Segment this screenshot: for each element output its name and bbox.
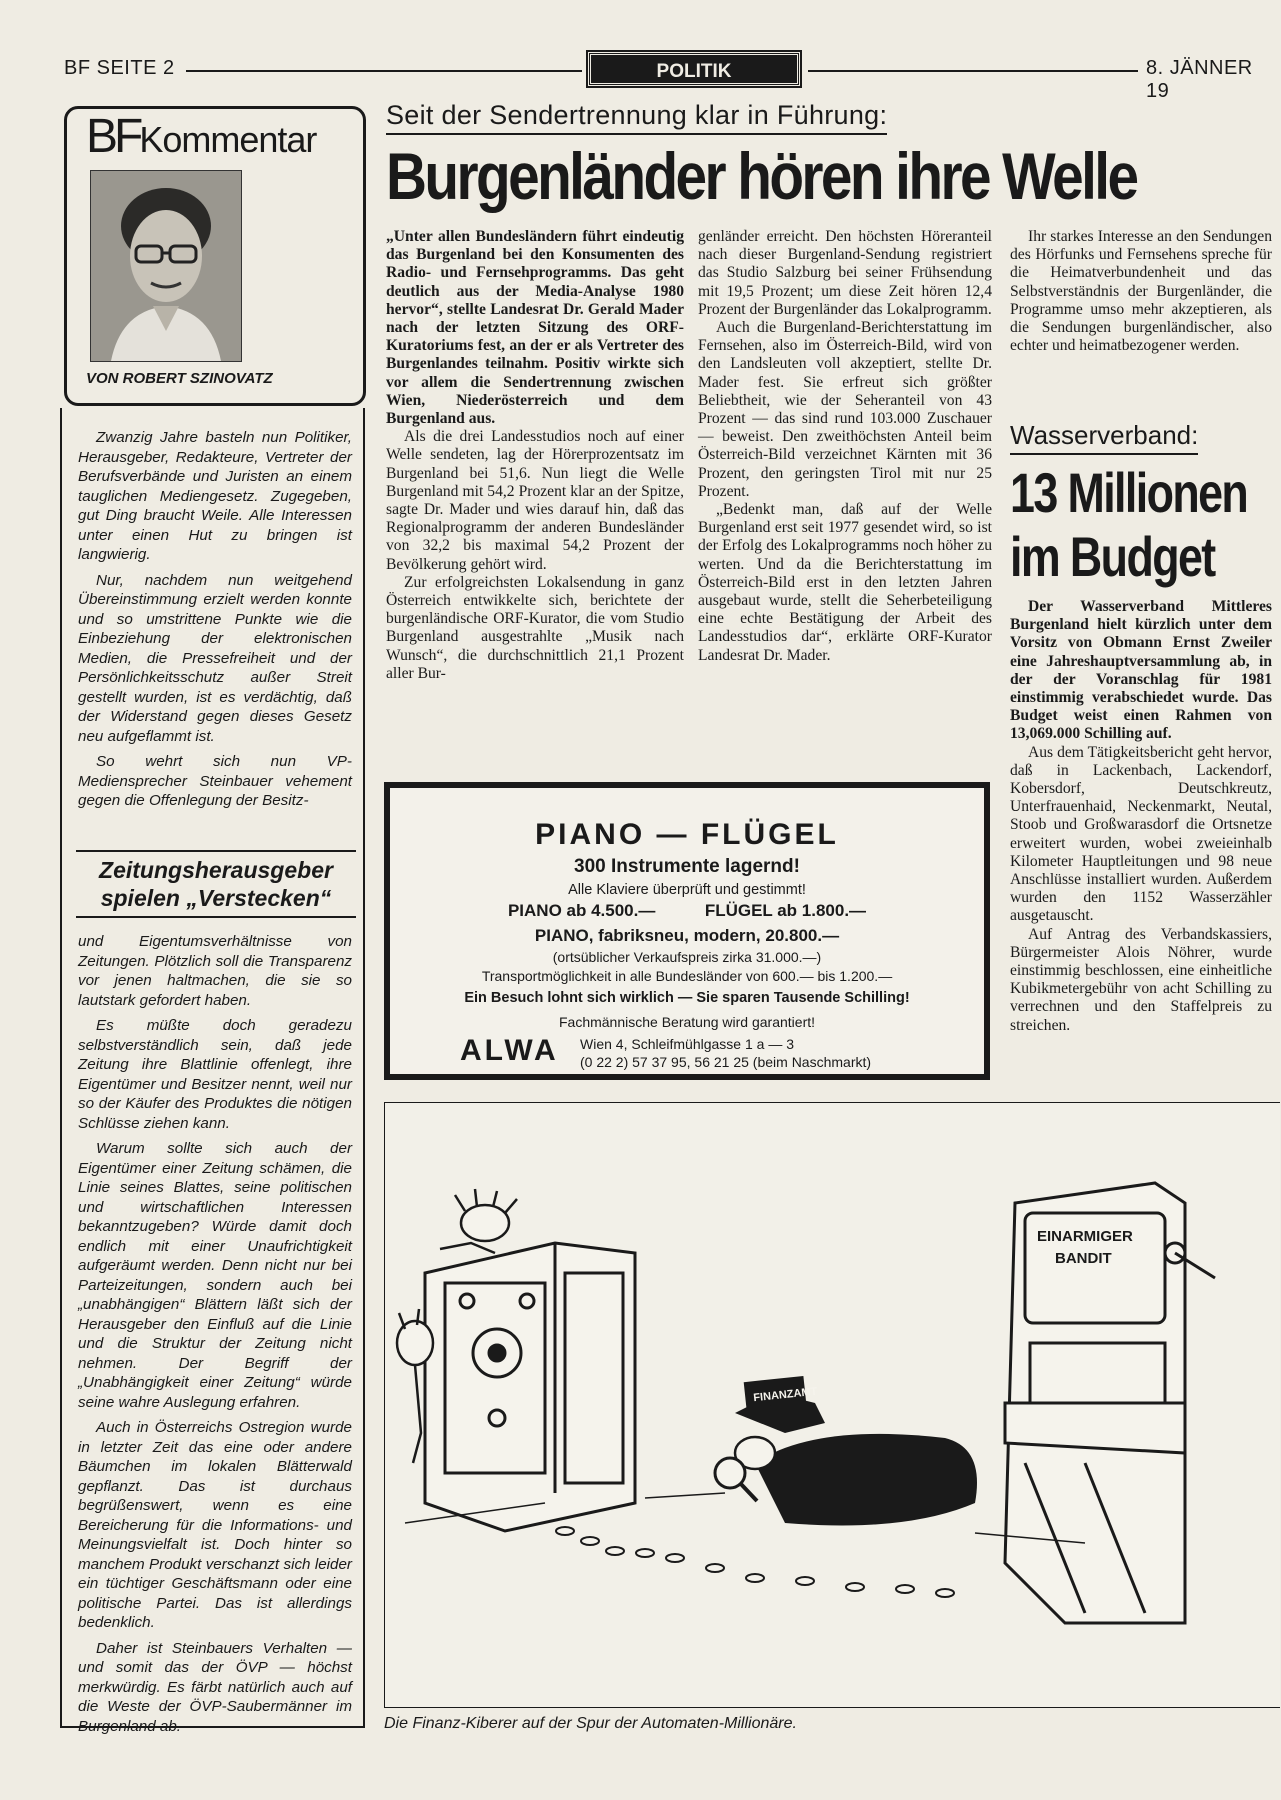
article-column-2 (698, 228, 992, 665)
kommentar-brand (86, 112, 316, 165)
ad-regular-price: (ortsüblicher Verkaufspreis zirka 31.000.—) (552, 949, 822, 965)
brand-bf: BF (86, 110, 140, 163)
sidebar-lead: Der Wasserverband Mittleres Burgenland hielt kürzlich unter dem Vorsitz von Obmann Ernst Zweiler eine Jahreshauptversammlung ab, in der der Voranschlag für 1981 einstimmig verabschiedet wurde. Das Budget weist einen Rahmen von 13,069.000 Schilling auf. (1010, 598, 1272, 743)
cartoon-caption: Die Finanz-Kiberer auf der Spur der Automaten-Millionäre. (384, 1715, 797, 1732)
ad-price-fluegel: FLÜGEL ab 1.800.— (704, 901, 867, 920)
section-badge: POLITIK (588, 52, 800, 86)
ad-prices (390, 901, 984, 921)
header-rule-right (808, 70, 1138, 72)
comment-text-2 (78, 932, 352, 1742)
header-rule-left (186, 70, 582, 72)
sidebar-headline-1: 13 Millionen (1010, 461, 1248, 524)
ad-tuned: Alle Klaviere überprüft und gestimmt! (568, 882, 806, 898)
sidebar-body (1010, 598, 1272, 1035)
comment-paragraph: Zwanzig Jahre basteln nun Politiker, Herausgeber, Redakteure, Vertreter der Berufsverbände und Juristen an einem tauglichen Mediengesetz. Zugegeben, gut Ding braucht Weile. Alle Interessen unter einen Hut zu bringen ist langwierig. (78, 429, 352, 563)
article-kicker: Seit der Sendertrennung klar in Führung: (386, 100, 887, 135)
ad-title: PIANO — FLÜGEL (535, 818, 839, 851)
sidebar-paragraph: Aus dem Tätigkeitsbericht geht hervor, daß in Lackenbach, Lackendorf, Kobersdorf, Deutschkreutz, Unterfrauenhaid, Neckenmarkt, Neutal, Stoob und Großwarasdorf die Ortsnetze erweitert wurden, wobei zweieinhalb Kilometer Hauptleitungen und 98 neue Anschlüsse installiert wurden. Außerdem wurden den 1152 Wasserzähler ausgetauscht. (1010, 743, 1272, 925)
machine-label: EINARMIGER (1037, 1228, 1133, 1245)
sidebar-kicker: Wasserverband: (1010, 420, 1198, 455)
comment-text-1 (78, 428, 352, 817)
ad-visit: Ein Besuch lohnt sich wirklich — Sie sparen Tausende Schilling! (464, 990, 910, 1006)
piano-advertisement (384, 782, 990, 1080)
article-column-3 (1010, 228, 1272, 355)
ad-new-piano: PIANO, fabriksneu, modern, 20.800.— (534, 926, 840, 945)
page-section-label: BF SEITE 2 (64, 57, 175, 79)
brand-kommentar: Kommentar (139, 119, 317, 160)
machine-label: BANDIT (1055, 1250, 1112, 1267)
cartoon-drawing (385, 1103, 1281, 1709)
ad-consulting: Fachmännische Beratung wird garantiert! (558, 1014, 816, 1030)
sidebar-paragraph: Auf Antrag des Verbandskassiers, Bürgermeister Alois Nöhrer, wurde einstimmig beschlossen, eine einheitliche Kubikmetergebühr von acht Schilling zu verrechnen und den Staffelpreis zu streichen. (1010, 925, 1272, 1034)
comment-subhead: Zeitungsherausgeber spielen „Verstecken“ (76, 850, 356, 918)
ad-stock: 300 Instrumente lagernd! (574, 856, 800, 877)
comment-paragraph: Auch in Österreichs Ostregion wurde in letzter Zeit das eine oder andere Bäumchen im lokalen Blätterwald gepflanzt. Das ist durchaus begrüßenswert, wenn es eine Bereicherung für die Informations- und Meinungsvielfalt ist. Doch hinter so manchem Produkt verschanzt sich leider ein tüchtiger Geschäftsmann oder eine politische Partei. Das ist allerdings bedenklich. (78, 1419, 352, 1631)
ad-transport: Transportmöglichkeit in alle Bundesländer von 600.— bis 1.200.— (481, 968, 893, 984)
coin-trail (556, 1527, 954, 1597)
article-paragraph: genländer erreicht. Den höchsten Höreranteil nach dieser Burgenland-Sendung registriert das Studio Salzburg bei seiner Frühsendung mit 19,5 Prozent; um diese Zeit hören 12,4 Prozent der Burgenländer das Lokalprogramm. (698, 228, 992, 318)
hat-label: FINANZAMT (752, 1385, 818, 1405)
comment-paragraph: Warum sollte sich auch der Eigentümer einer Zeitung schämen, die Linie seines Blattes, seine politischen und wirtschaftlichen Interessen bekanntzugeben? Würde damit doch endlich mit einer Unaufrichtigkeit aufgeräumt werden. Denn nicht nur bei Parteizeitungen, sondern auch bei „unabhängigen“ Blättern läßt sich der Herausgeber den Einfluß auf die Linie und die Struktur der Zeitung nicht nehmen. Der Begriff der „Unabhängigkeit einer Zeitung“ würde seine wahre Auslegung erfahren. (78, 1140, 352, 1411)
sidebar-headline-2: im Budget (1010, 525, 1215, 588)
ad-address: Wien 4, Schleifmühlgasse 1 a — 3 (580, 1036, 794, 1052)
article-lead: „Unter allen Bundesländern führt eindeutig das Burgenland bei den Konsumenten des Radio- und Fernsehprogramms. Das geht deutlich aus der Media-Analyse 1980 hervor“, stellte Landesrat Dr. Gerald Mader nach der letzten Sitzung des ORF-Kuratoriums fest, an der er als Vertreter des Burgenlandes teilnahm. Positiv wirkte sich vor allem die Sendertrennung zwischen Wien, Niederösterreich und dem Burgenland aus. (386, 228, 684, 428)
article-headline: Burgenländer hören ihre Welle (386, 139, 1137, 213)
cartoon-illustration (384, 1102, 1280, 1708)
article-paragraph: „Bedenkt man, daß auf der Welle Burgenland erst seit 1977 gesendet wird, so ist der Erfolg des Lokalprogramms noch höher zu werten. Und da die Berichterstattung im Österreich-Bild erst in den letzten Jahren ausgebaut wurde, stellt die Seherbeteiligung eine echte Bestätigung der Arbeit des Landesstudios dar“, erklärte ORF-Kurator Landesrat Dr. Mader. (698, 501, 992, 664)
comment-paragraph: und Eigentumsverhältnisse von Zeitungen. Plötzlich soll die Transparenz vor jenen haltmachen, die sie so lautstark gefordert haben. (78, 933, 352, 1009)
ad-brand: ALWA (460, 1034, 559, 1067)
article-paragraph: Zur erfolgreichsten Lokalsendung in ganz Österreich entwikkelte sich, berichtete der burgenländische ORF-Kurator, die vom Studio Burgenland ausgestrahlte „Musik nach Wunsch“, die durchschnittlich 21,1 Prozent aller Bur- (386, 573, 684, 682)
issue-date: 8. JÄNNER 19 (1146, 57, 1253, 102)
comment-paragraph: Nur, nachdem nun weitgehend Übereinstimmung erzielt werden konnte und so umstrittene Punkte wie die Einbeziehung der elektronischen Medien, die Pressefreiheit und der Persönlichkeitsschutz außer Streit gestellt wurden, ist es verdächtig, daß der Widerstand gegen dieses Gesetz neu aufgeflammt ist. (78, 571, 352, 745)
detective-figure-icon (715, 1376, 977, 1526)
ad-phone: (0 22 2) 57 37 95, 56 21 25 (beim Naschmarkt) (580, 1054, 872, 1070)
article-paragraph: Als die drei Landesstudios noch auf einer Welle sendeten, lag der Hörerprozentsatz im Burgenland bei 51,6. Nun liegt die Welle Burgenland mit 54,2 Prozent klar an der Spitze, sagte Dr. Mader und wies darauf hin, daß das Regionalprogramm der anderen Bundesländer von 32,2 bis maximal 54,2 Prozent der Bevölkerung gehört wird. (386, 428, 684, 573)
safe-icon (425, 1243, 635, 1531)
comment-paragraph: Es müßte doch geradezu selbstverständlich sein, daß jede Zeitung ihre Blattlinie offenlegt, ihre Eigentümer und Besitzer nennt, weil nur so der Käufer des Produktes die nötigen Schlüsse ziehen kann. (78, 1017, 352, 1132)
byline: VON ROBERT SZINOVATZ (86, 370, 273, 387)
slot-machine-icon (1005, 1183, 1215, 1623)
comment-paragraph: So wehrt sich nun VP-Mediensprecher Steinbauer vehement gegen die Offenlegung der Besitz- (78, 753, 352, 809)
comment-paragraph: Daher ist Steinbauers Verhalten — und somit das der ÖVP — höchst merkwürdig. Es färbt natürlich auch auf die Weste der ÖVP-Saubermänner im Burgenland ab. (78, 1639, 352, 1735)
ad-price-piano: PIANO ab 4.500.— (507, 901, 656, 920)
article-paragraph: Auch die Burgenland-Berichterstattung im Fernsehen, also im Österreich-Bild, wird von den Landsleuten voll akzeptiert, stellte Dr. Mader fest. Sie erfreut sich größter Beliebtheit, wie der Seheranteil von 43 Prozent — das sind rund 103.000 Zuschauer — beweist. Den zweithöchsten Anteil beim Österreich-Bild verzeichnet Kärnten mit 36 Prozent, den geringsten Tirol mit nur 25 Prozent. (698, 319, 992, 500)
article-column-1 (386, 228, 684, 683)
author-photo (90, 170, 242, 362)
article-paragraph: Ihr starkes Interesse an den Sendungen des Hörfunks und Fernsehens spreche für die Heimatverbundenheit und das Selbstverständnis der Burgenländer, die Programme umso mehr akzeptieren, als die Sendungen burgenländischer, also echter und heimatbezogener werden. (1010, 228, 1272, 355)
